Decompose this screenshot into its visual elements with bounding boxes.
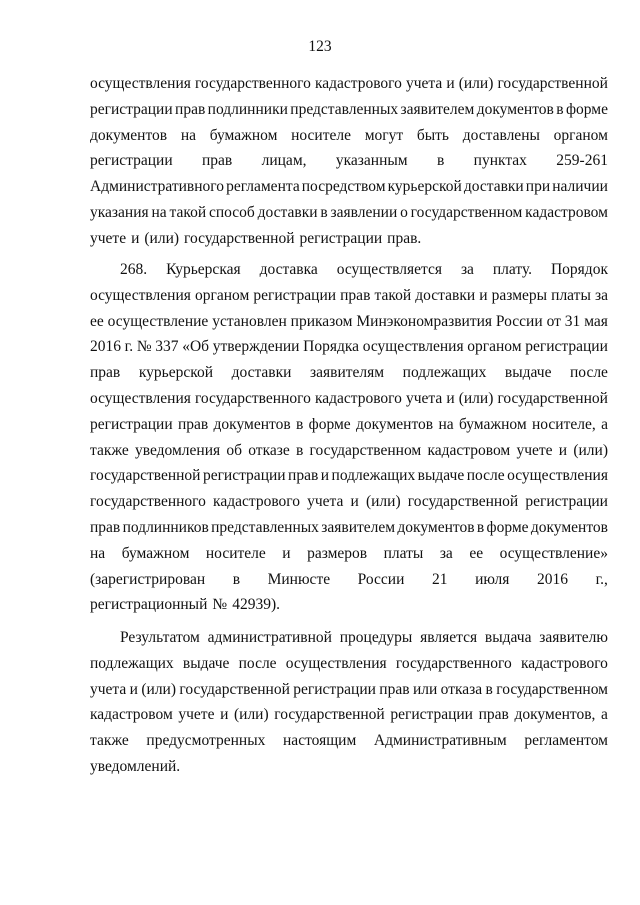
word: подлинники	[207, 100, 288, 118]
word: государственном	[410, 203, 523, 221]
word: прав	[202, 152, 233, 170]
word: учета	[307, 493, 344, 511]
text-line	[90, 123, 608, 149]
word: 259-261	[556, 152, 608, 170]
word: заявлении	[330, 203, 398, 221]
word: государственном	[496, 680, 608, 698]
word: о	[400, 203, 408, 221]
text-line	[90, 541, 608, 567]
word: после	[466, 467, 505, 485]
word: могут	[364, 126, 404, 144]
word: способ	[208, 203, 255, 221]
paragraph-continuation	[90, 71, 608, 252]
word: в	[295, 441, 304, 459]
word: размеры	[491, 286, 548, 304]
word: в	[556, 100, 564, 118]
word: прав	[90, 518, 121, 536]
word: (или)	[365, 493, 401, 511]
word: административной	[207, 629, 332, 646]
word: форме	[308, 415, 351, 433]
word: 268.	[120, 261, 148, 278]
word: Минэкономразвития	[356, 312, 493, 330]
word: органом	[553, 126, 608, 144]
word: доставлены	[462, 126, 540, 144]
word: ее	[469, 544, 484, 562]
word: Минюсте	[267, 570, 331, 588]
word: государственной	[274, 706, 385, 724]
word: также	[90, 441, 129, 459]
word: документов	[213, 415, 291, 433]
word: установлен	[212, 312, 287, 330]
word: органом	[467, 338, 522, 356]
word: указанным	[335, 152, 408, 170]
word: пунктах	[473, 152, 527, 170]
word: государственной	[407, 493, 519, 511]
word: подлежащих	[402, 364, 487, 382]
text-line	[90, 438, 608, 464]
word: осуществления	[362, 338, 464, 356]
word: кадастровом	[90, 706, 173, 724]
word: на	[438, 415, 454, 433]
word: и	[282, 544, 291, 562]
word: (или)	[141, 680, 177, 698]
paragraph-result	[90, 625, 608, 780]
word: в	[436, 152, 445, 170]
word: отказа	[440, 680, 483, 698]
word: подлежащих	[90, 654, 174, 672]
word: осуществление	[107, 312, 209, 330]
word: прав	[288, 467, 319, 485]
word: и	[479, 286, 488, 304]
word: выдаче	[417, 467, 465, 485]
word: на	[180, 126, 197, 144]
word: прав	[177, 415, 209, 433]
word: кадастрового	[314, 75, 402, 92]
text-line	[90, 71, 608, 97]
word: лицам,	[261, 152, 307, 170]
word: носителе	[291, 126, 351, 144]
word: регистрации	[253, 286, 337, 304]
word: государственной	[179, 680, 290, 698]
word: Результатом	[120, 629, 200, 646]
word: 2016	[90, 338, 121, 356]
word: (или)	[458, 75, 494, 92]
word: учете	[178, 706, 215, 724]
word: России	[357, 570, 405, 588]
word: прав	[340, 286, 371, 304]
text-line	[90, 360, 608, 386]
text-line	[90, 515, 608, 541]
word: подлинников	[122, 518, 209, 536]
word: (или)	[144, 229, 180, 247]
word: доставки	[257, 203, 318, 221]
word: в	[232, 570, 241, 588]
word: а	[601, 706, 608, 724]
word: регистрации	[299, 229, 383, 247]
word: и	[446, 389, 455, 407]
word: учете	[516, 441, 553, 459]
page-number: 123	[308, 38, 332, 55]
word: представленных	[211, 518, 319, 536]
word: кадастровом	[525, 203, 608, 221]
word: кадастрового	[520, 654, 608, 672]
word: также	[90, 732, 129, 750]
word: 337	[155, 338, 179, 356]
word: размеров	[307, 544, 368, 562]
word: учете	[90, 229, 127, 247]
paragraph-item-268	[90, 257, 608, 618]
word: №	[136, 338, 152, 356]
word: июля	[475, 570, 510, 588]
word: на	[90, 544, 106, 562]
word: регистрации	[90, 415, 173, 433]
text-line	[90, 651, 608, 677]
word: регистрации	[90, 152, 173, 170]
text-line	[90, 200, 608, 226]
word: 31	[564, 312, 581, 330]
word: бумажном	[121, 544, 190, 562]
word: регламента	[226, 178, 300, 196]
word: носителе,	[531, 415, 596, 433]
word: указания	[90, 203, 149, 221]
word: кадастровом	[427, 441, 511, 459]
text-line	[90, 334, 608, 360]
word: России	[495, 312, 543, 330]
word: (или)	[233, 706, 269, 724]
word: наличии	[552, 178, 608, 196]
word: документов	[476, 100, 554, 118]
word: регистрационный	[90, 596, 208, 614]
word: осуществления	[90, 286, 191, 304]
word: заявителям	[310, 364, 385, 382]
word: государственной	[184, 229, 295, 247]
word: Курьерская	[166, 261, 241, 278]
word: плату.	[492, 261, 533, 278]
word: заявителю	[539, 629, 608, 646]
word: доставки	[463, 178, 524, 196]
word: регламентом	[524, 732, 608, 750]
word: в	[485, 680, 493, 698]
text-line	[90, 174, 608, 200]
word: в	[296, 415, 304, 433]
word: документов,	[514, 706, 596, 724]
word: «Об	[182, 338, 210, 356]
word: доставка	[259, 261, 318, 278]
text-line	[90, 386, 608, 412]
word: регистрации	[390, 706, 473, 724]
word: такой	[374, 286, 412, 304]
word: такой	[169, 203, 207, 221]
word: прав	[175, 100, 206, 118]
word: осуществление»	[499, 544, 608, 562]
word: платы	[383, 544, 424, 562]
word: бумажном	[209, 126, 278, 144]
word: г.,	[595, 570, 608, 588]
word: быть	[416, 126, 450, 144]
word: осуществления	[90, 75, 191, 92]
word: за	[460, 261, 474, 278]
word: Административным	[373, 732, 507, 750]
text-line	[90, 226, 608, 252]
word: процедуры	[339, 629, 413, 646]
word: учета	[405, 389, 443, 407]
word: органом	[194, 286, 250, 304]
word: в	[476, 518, 485, 536]
word: документов	[530, 518, 608, 536]
word: 2016	[537, 570, 568, 588]
text-line	[90, 677, 608, 703]
word: государственного	[90, 493, 206, 511]
word: кадастрового	[314, 389, 402, 407]
word: за	[439, 544, 453, 562]
word: прав	[90, 364, 121, 382]
word: и	[558, 441, 568, 459]
word: документов	[90, 126, 168, 144]
word: доставки	[415, 286, 476, 304]
text-line	[90, 728, 608, 754]
word: (зарегистрирован	[90, 570, 206, 588]
word: государственной	[497, 75, 608, 92]
word: при	[525, 178, 551, 196]
word: регистрации	[525, 338, 608, 356]
word: документов	[355, 415, 434, 433]
text-line	[90, 463, 608, 489]
word: Порядка	[303, 338, 360, 356]
word: за	[594, 286, 608, 304]
word: утверждении	[212, 338, 300, 356]
word: и	[129, 680, 138, 698]
text-line	[90, 754, 608, 780]
word: выдаче	[504, 364, 552, 382]
word: после	[238, 654, 277, 672]
word: государственного	[194, 75, 311, 92]
word: регистрации	[525, 493, 608, 511]
word: предусмотренных	[146, 732, 266, 750]
word: настоящим	[283, 732, 357, 750]
word: мая	[584, 312, 608, 330]
word: и	[320, 467, 330, 485]
word: прав.	[387, 229, 422, 247]
word: учета	[405, 75, 443, 92]
word: является	[420, 629, 478, 646]
word: об	[226, 441, 243, 459]
word: или	[412, 680, 438, 698]
word: носителе	[205, 544, 266, 562]
word: посредством	[301, 178, 386, 196]
word: государственного	[194, 389, 311, 407]
word: прав	[379, 680, 410, 698]
word: заявителем	[400, 100, 475, 118]
word: кадастрового	[213, 493, 300, 511]
text-line	[90, 97, 608, 123]
word: платы	[551, 286, 591, 304]
word: бумажном	[458, 415, 527, 433]
word: в	[320, 203, 328, 221]
word: г.	[124, 338, 134, 356]
word: №	[212, 596, 228, 614]
word: государственной	[90, 467, 201, 485]
word: отказе	[248, 441, 290, 459]
word: а	[601, 415, 608, 433]
word: ее	[90, 312, 104, 330]
word: Административного	[90, 178, 224, 196]
word: выдача	[484, 629, 532, 646]
word: и	[350, 493, 359, 511]
word: осуществления	[285, 654, 387, 672]
word: регистрации	[202, 467, 286, 485]
word: заявителем	[321, 518, 396, 536]
text-line	[90, 309, 608, 335]
word: документов	[397, 518, 475, 536]
word: уведомлений.	[90, 757, 181, 775]
text-line	[90, 567, 608, 593]
text-line	[90, 592, 608, 618]
word: регистрации	[293, 680, 376, 698]
text-line	[90, 283, 608, 309]
word: учета	[90, 680, 127, 698]
text-line	[90, 625, 608, 651]
word: уведомления	[135, 441, 221, 459]
text-line	[90, 489, 608, 515]
word: курьерской	[387, 178, 462, 196]
text-line	[90, 257, 608, 283]
word: форме	[486, 518, 529, 536]
word: регистрации	[90, 100, 173, 118]
word: государственного	[395, 654, 512, 672]
word: после	[570, 364, 608, 382]
word: доставки	[231, 364, 292, 382]
word: представленных	[290, 100, 399, 118]
word: прав	[478, 706, 509, 724]
word: (или)	[573, 441, 608, 459]
word: выдаче	[182, 654, 230, 672]
word: 21	[431, 570, 448, 588]
word: и	[131, 229, 140, 247]
word: Порядок	[550, 261, 608, 278]
word: осуществления	[507, 467, 608, 485]
text-line	[90, 412, 608, 438]
word: и	[220, 706, 229, 724]
word: 42939).	[232, 596, 280, 614]
word: (или)	[458, 389, 494, 407]
text-line	[90, 702, 608, 728]
text-line	[90, 148, 608, 174]
word: государственной	[497, 389, 608, 407]
word: осуществления	[90, 389, 191, 407]
word: государственном	[309, 441, 422, 459]
word: от	[546, 312, 561, 330]
word: подлежащих	[331, 467, 416, 485]
word: осуществляется	[336, 261, 442, 278]
word: приказом	[290, 312, 353, 330]
word: курьерской	[138, 364, 213, 382]
word: на	[151, 203, 167, 221]
word: форме	[565, 100, 608, 118]
word: и	[446, 75, 455, 92]
